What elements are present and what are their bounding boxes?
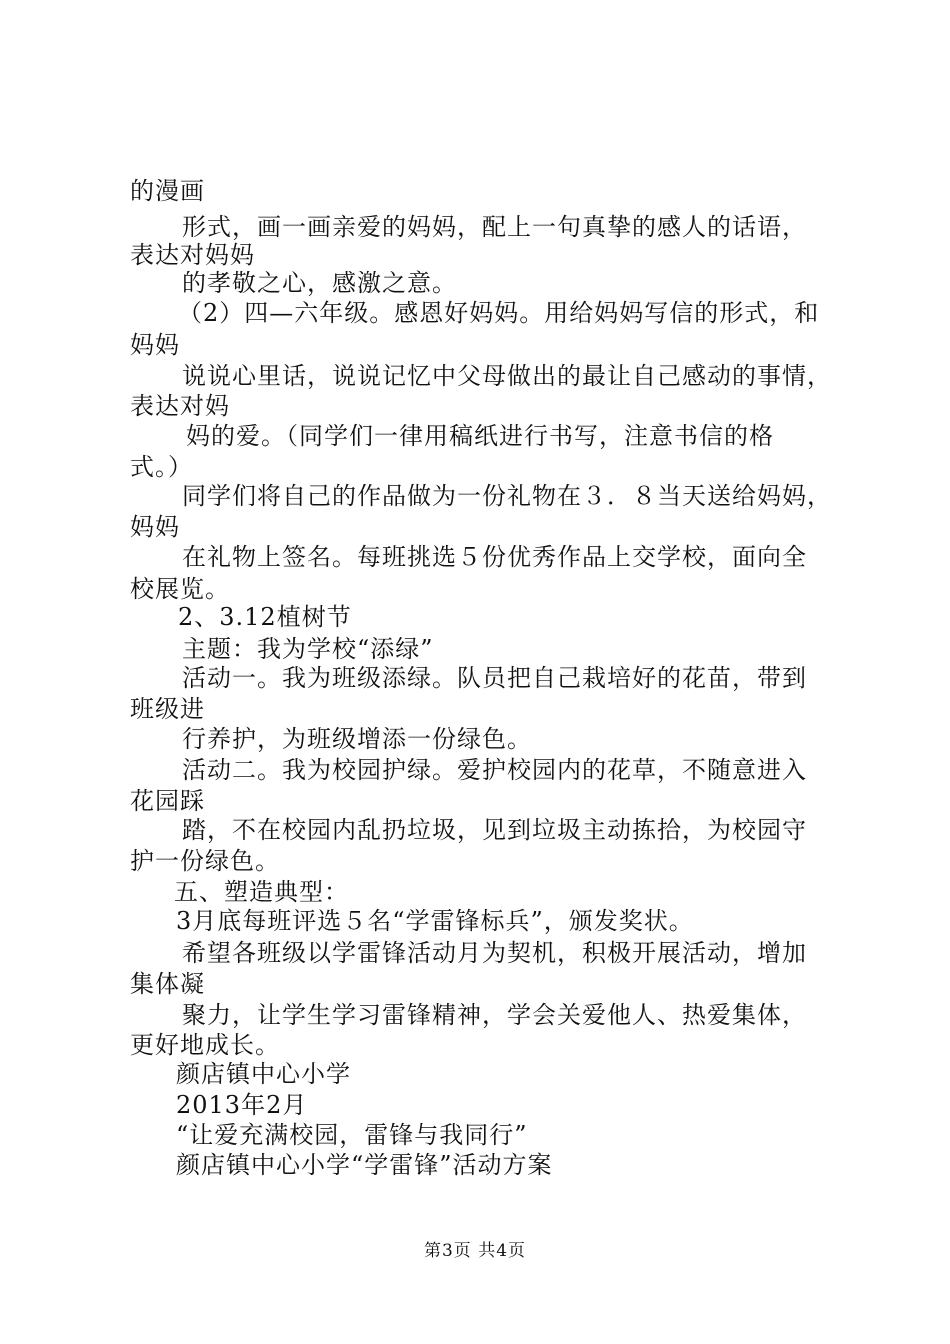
text-line: 2013年2月 <box>176 1091 308 1119</box>
text-line: 花园踩 <box>130 787 205 815</box>
text-line: 2、3.12植树节 <box>178 603 352 631</box>
text-line: 集体凝 <box>130 970 205 998</box>
text-line: 踏，不在校园内乱扔垃圾，见到垃圾主动拣拾，为校园守 <box>182 816 807 844</box>
text-line: 活动一。我为班级添绿。队员把自己栽培好的花苗，带到 <box>182 664 807 692</box>
text-line: 表达对妈 <box>130 392 230 420</box>
text-line: 表达对妈妈 <box>130 241 255 269</box>
text-line: 活动二。我为校园护绿。爱护校园内的花草，不随意进入 <box>182 756 807 784</box>
text-line: 同学们将自己的作品做为一份礼物在３．８当天送给妈妈， <box>182 482 832 510</box>
text-line: 3月底每班评选５名“学雷锋标兵”，颁发奖状。 <box>176 907 694 935</box>
text-line: 妈妈 <box>130 513 180 541</box>
text-line: 班级进 <box>130 695 205 723</box>
text-line: 形式，画一画亲爱的妈妈，配上一句真挚的感人的话语， <box>182 213 807 241</box>
text-line: 说说心里话，说说记忆中父母做出的最让自己感动的事情， <box>182 362 832 390</box>
text-line: 聚力，让学生学习雷锋精神，学会关爱他人、热爱集体， <box>182 1001 807 1029</box>
text-line: 在礼物上签名。每班挑选５份优秀作品上交学校，面向全 <box>182 543 807 571</box>
text-line: 颜店镇中心小学 <box>176 1060 351 1088</box>
text-line: 颜店镇中心小学“学雷锋”活动方案 <box>176 1151 553 1179</box>
text-line: 式。） <box>130 453 193 481</box>
text-line: （2）四—六年级。感恩好妈妈。用给妈妈写信的形式，和 <box>178 299 820 327</box>
text-line: 的漫画 <box>130 177 205 205</box>
text-line: 护一份绿色。 <box>130 847 280 875</box>
text-line: 主题：我为学校“添绿” <box>182 635 434 663</box>
text-line: 妈的爱。（同学们一律用稿纸进行书写，注意书信的格 <box>186 422 774 450</box>
text-line: 的孝敬之心，感激之意。 <box>182 269 457 297</box>
text-line: 行养护，为班级增添一份绿色。 <box>182 725 532 753</box>
text-line: 妈妈 <box>130 331 180 359</box>
text-line: 希望各班级以学雷锋活动月为契机，积极开展活动，增加 <box>182 939 807 967</box>
text-line: 校展览。 <box>130 575 230 603</box>
page-footer: 第3页 共4页 <box>423 1241 527 1261</box>
text-line: “让爱充满校园，雷锋与我同行” <box>176 1121 528 1149</box>
text-line: 五、塑造典型： <box>174 878 349 906</box>
text-line: 更好地成长。 <box>130 1031 280 1059</box>
